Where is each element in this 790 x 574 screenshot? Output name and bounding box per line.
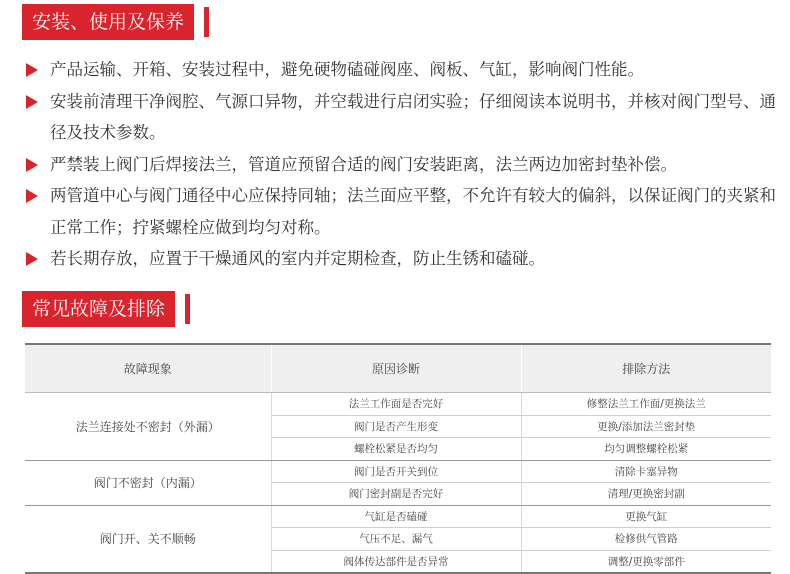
list-item [26, 149, 786, 181]
triangle-bullet-icon [26, 95, 38, 109]
remedy-cell: 检修供气管路 [521, 528, 771, 551]
column-header-symptom: 故障现象 [25, 344, 271, 393]
section-header-install [22, 4, 209, 40]
column-header-remedy: 排除方法 [521, 344, 771, 393]
cause-cell: 气压不足、漏气 [271, 528, 521, 551]
triangle-bullet-icon [26, 252, 38, 266]
remedy-cell: 更换气缸 [521, 505, 771, 528]
cause-cell: 阀门是否产生形变 [271, 415, 521, 438]
table-header-row [25, 344, 771, 393]
remedy-cell: 均匀调整螺栓松紧 [521, 438, 771, 461]
list-item-text: 产品运输、开箱、安装过程中，避免硬物磕碰阀座、阀板、气缸，影响阀门性能。 [50, 60, 644, 79]
cause-cell: 阀体传达部件是否异常 [271, 550, 521, 573]
fault-table [25, 343, 771, 574]
remedy-cell: 调整/更换零部件 [521, 550, 771, 573]
section-title: 安装、使用及保养 [22, 4, 194, 40]
cause-cell: 阀门密封副是否完好 [271, 483, 521, 506]
remedy-cell: 修整法兰工作面/更换法兰 [521, 393, 771, 416]
list-item-text: 两管道中心与阀门通径中心应保持同轴；法兰面应平整，不允许有较大的偏斜，以保证阀门的夹紧和正常工作；拧紧螺栓应做到均匀对称。 [50, 186, 776, 237]
cause-cell: 阀门是否开关到位 [271, 460, 521, 483]
install-instructions-list [26, 54, 786, 275]
symptom-cell: 阀门不密封（内漏） [25, 460, 271, 505]
section-header-troubleshooting [22, 291, 190, 327]
cause-cell: 法兰工作面是否完好 [271, 393, 521, 416]
list-item [26, 243, 786, 275]
triangle-bullet-icon [26, 158, 38, 172]
column-header-cause: 原因诊断 [271, 344, 521, 393]
list-item [26, 180, 786, 243]
cause-cell: 气缸是否磕碰 [271, 505, 521, 528]
remedy-cell: 清除卡塞异物 [521, 460, 771, 483]
title-accent-bar [185, 294, 190, 324]
list-item-text: 安装前清理干净阀腔、气源口异物，并空载进行启闭实验；仔细阅读本说明书，并核对阀门型号、通径及技术参数。 [50, 91, 776, 142]
section-title: 常见故障及排除 [22, 291, 175, 327]
list-item [26, 54, 786, 86]
list-item-text: 若长期存放，应置于干燥通风的室内并定期检查，防止生锈和磕碰。 [50, 249, 545, 268]
symptom-cell: 法兰连接处不密封（外漏） [25, 393, 271, 461]
remedy-cell: 清理/更换密封副 [521, 483, 771, 506]
table-row [25, 460, 771, 483]
remedy-cell: 更换/添加法兰密封垫 [521, 415, 771, 438]
symptom-cell: 阀门开、关不顺畅 [25, 505, 271, 573]
table-row [25, 505, 771, 528]
title-accent-bar [204, 7, 209, 37]
list-item [26, 86, 786, 149]
triangle-bullet-icon [26, 189, 38, 203]
list-item-text: 严禁装上阀门后焊接法兰，管道应预留合适的阀门安装距离，法兰两边加密封垫补偿。 [50, 154, 677, 174]
table-row [25, 393, 771, 416]
cause-cell: 螺栓松紧是否均匀 [271, 438, 521, 461]
triangle-bullet-icon [26, 63, 38, 77]
